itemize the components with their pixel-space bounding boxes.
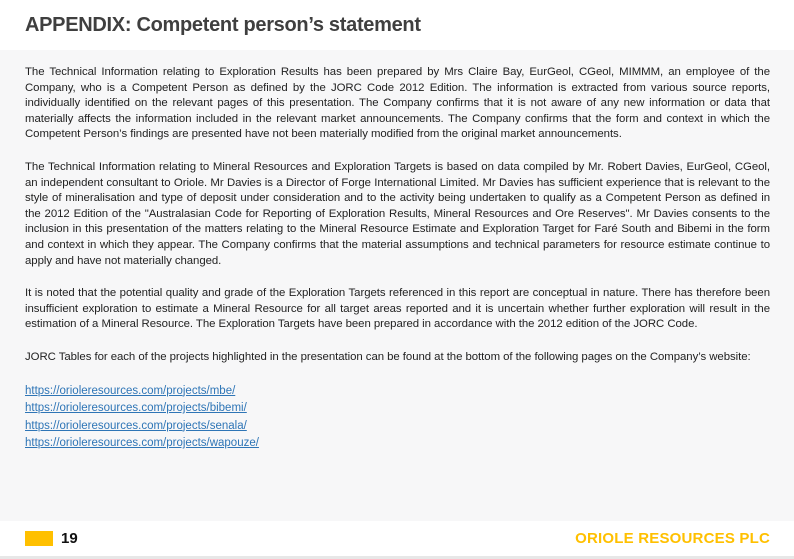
statement-body-panel — [0, 50, 794, 521]
link-project-bibemi[interactable]: https://orioleresources.com/projects/bibemi/ — [25, 402, 247, 414]
page-number: 19 — [61, 530, 78, 547]
paragraph-jorc-tables: JORC Tables for each of the projects highlighted in the presentation can be found at the bottom of the following pages on the Company’s website: — [25, 350, 751, 363]
paragraph-exploration-targets: It is noted that the potential quality and grade of the Exploration Targets referenced in this report are conceptual in nature. There has therefore been insufficient exploration to estimate a Mineral Resource for all target areas reported and it is uncertain whether further exploration will result in the estimation of a Mineral Resource. The Exploration Targets have been prepared in accordance with the 2012 edition of the JORC Code. — [25, 287, 770, 331]
link-project-wapouze[interactable]: https://orioleresources.com/projects/wapouze/ — [25, 437, 259, 449]
paragraph-mineral-resources: The Technical Information relating to Mineral Resources and Exploration Targets is based on data compiled by Mr. Robert Davies, EurGeol, CGeol, an independent consultant to Oriole. Mr Davies is a Director of Forge International Limited. Mr Davies has sufficient experience that is relevant to the style of mineralisation and type of deposit under consideration and to the activity being undertaken to qualify as a Competent Person as defined in the 2012 Edition of the "Australasian Code for Reporting of Exploration Results, Mineral Resources and Ore Reserves". Mr Davies consents to the inclusion in this presentation of the matters relating to the Mineral Resource Estimate and Exploration Target for Faré South and Bibemi in the form and context in which they appear. The Company confirms that the material assumptions and technical parameters for resource estimate continue to apply and have not materially changed. — [25, 160, 770, 267]
link-project-mbe[interactable]: https://orioleresources.com/projects/mbe/ — [25, 384, 236, 397]
paragraph-exploration-results: The Technical Information relating to Exploration Results has been prepared by Mrs Claire Bay, EurGeol, CGeol, MIMMM, an employee of the Company, who is a Competent Person as defined by the JORC Code 2012 Edition. The information is extracted from various source reports, individually identified on the relevant pages of this presentation. The Company confirms that it is not aware of any new information or data that materially affects the information included in the relevant market announcements. The Company confirms that the form and context in which the Competent Person’s findings are presented have not been materially modified from the original market announcements. — [25, 66, 770, 141]
accent-rectangle-icon — [25, 531, 53, 546]
page-title: APPENDIX: Competent person’s statement — [25, 13, 421, 36]
slide-footer — [0, 521, 794, 556]
project-links-list — [25, 383, 770, 452]
link-project-senala[interactable]: https://orioleresources.com/projects/senala/ — [25, 419, 247, 432]
slide-header — [0, 0, 794, 50]
company-name: ORIOLE RESOURCES PLC — [575, 530, 770, 547]
